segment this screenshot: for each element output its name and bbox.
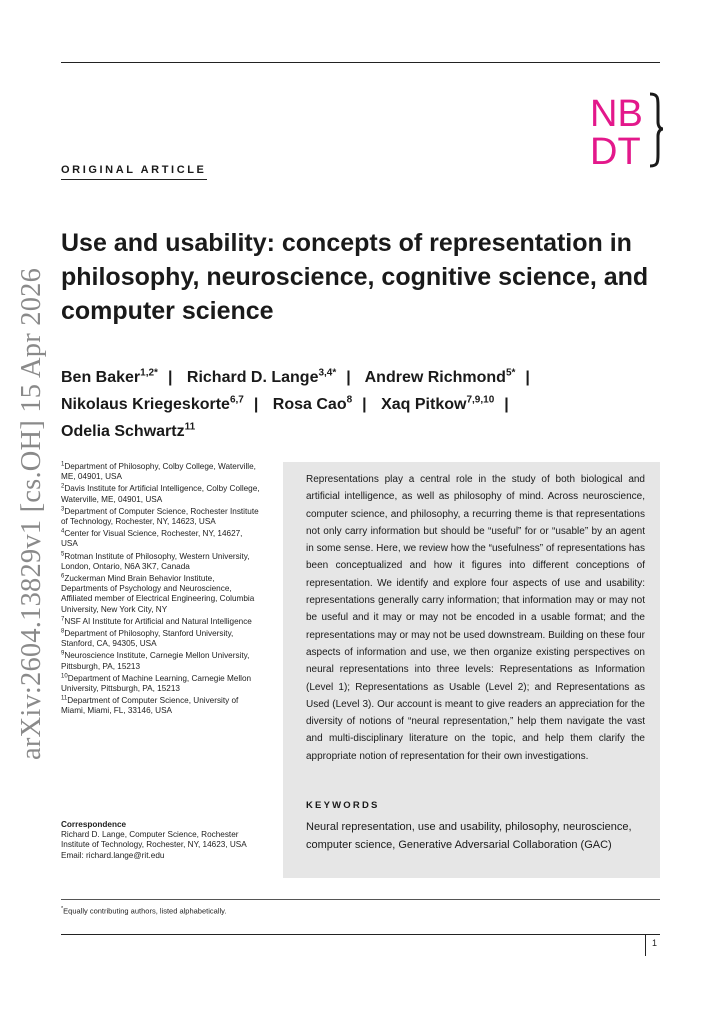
author-list: [61, 364, 661, 445]
nbdt-logo: [588, 92, 664, 168]
affiliation: $^{10}$Department of Machine Learning, Carnegie Mellon University, Pittsburgh, PA, 15213: [61, 673, 252, 694]
correspondence: [61, 820, 261, 861]
affiliation: $^2$Davis Institute for Artificial Intelligence, Colby College, Waterville, ME, 04901, USA: [61, 483, 260, 504]
keywords-text: Neural representation, use and usability, philosophy, neuroscience, computer science, Generative Adversarial Collaboration (GAC): [306, 821, 632, 851]
logo-text-top: NB: [590, 93, 643, 135]
author-line-3: [61, 418, 661, 445]
author-name: Nikolaus Kriegeskorte$^{6,7}$: [61, 394, 244, 413]
correspondence-address: Richard D. Lange, Computer Science, Rochester Institute of Technology, Rochester, NY, 14623, USA: [61, 830, 247, 850]
page-number: 1: [652, 938, 658, 948]
author-name: Xaq Pitkow$^{7,9,10}$: [381, 394, 495, 413]
author-name: Odelia Schwartz$^{11}$: [61, 421, 196, 440]
affiliation: $^9$Neuroscience Institute, Carnegie Mellon University, Pittsburgh, PA, 15213: [61, 650, 250, 671]
page-number-divider: [645, 934, 646, 956]
logo-text-bottom: DT: [590, 131, 641, 168]
affiliation: $^4$Center for Visual Science, Rochester, NY, 14627, USA: [61, 528, 243, 549]
footer-rule: [61, 934, 660, 935]
footnote: *Equally contributing authors, listed alphabetically.: [61, 906, 227, 916]
abstract-text: Representations play a central role in the study of both biological and artificial intelligence, as well as philosophy of mind. Across neuroscience, computer science, and philosophy, a recurring theme is that representations not only carry information but should be “useful” for or “usable” by an agent in some sense. Here, we review how the “usefulness” of representations has been conceptualized and how it figures into different conceptions of representation. We identify and explore four aspects of use and usability: representations generally carry information; that information may or may not be useful and it may or may not be encoded in a usable format; and the representations may or may not be used downstream. Building on these four aspects of information and use, we then organize existing perspectives on neural representations into three levels: Representations as Information (Level 1); Representations as Usable (Level 2); and Representations as Used (Level 3). Our account is meant to give readers an appreciation for the diversity of notions of “neural representation,” help them navigate the vast and multi-disciplinary literature on the topic, and help them clarify the appropriate notion of representation for their own investigations.: [306, 474, 645, 762]
correspondence-email[interactable]: Email: richard.lange@rit.edu: [61, 850, 165, 860]
header-rule: [61, 62, 660, 63]
correspondence-heading: Correspondence: [61, 820, 127, 829]
affiliation: $^6$Zuckerman Mind Brain Behavior Institute, Departments of Psychology and Neuroscience, Affiliated member of Electrical Engineering, Columbia University, New York City, NY: [61, 573, 255, 614]
logo-brace: [650, 94, 663, 166]
affiliation: $^3$Department of Computer Science, Rochester Institute of Technology, Rochester, NY, 14623, USA: [61, 506, 259, 527]
affiliation: $^7$NSF AI Institute for Artificial and Natural Intelligence: [61, 616, 252, 626]
paper-title: Use and usability: concepts of representation in philosophy, neuroscience, cognitive science, and computer science: [61, 229, 649, 325]
affiliation: $^1$Department of Philosophy, Colby College, Waterville, ME, 04901, USA: [61, 461, 256, 482]
author-name: Andrew Richmond$^{5*}$: [364, 367, 516, 386]
author-line-1: Ben Baker$^{1,2*}$ | Richard D. Lange$^{3,4*}$ | Andrew Richmond$^{5*}$ |: [61, 367, 530, 386]
affiliation: $^8$Department of Philosophy, Stanford University, Stanford, CA, 94305, USA: [61, 628, 234, 649]
author-line-2: Nikolaus Kriegeskorte$^{6,7}$ | Rosa Cao$^8$ | Xaq Pitkow$^{7,9,10}$ |: [61, 394, 509, 413]
affiliations: [61, 462, 261, 719]
affiliation: $^5$Rotman Institute of Philosophy, Western University, London, Ontario, N6A 3K7, Canada: [61, 550, 250, 571]
author-name: Richard D. Lange$^{3,4*}$: [186, 367, 337, 386]
article-type-label: ORIGINAL ARTICLE: [61, 164, 207, 180]
keywords-heading: KEYWORDS: [306, 800, 380, 811]
author-name: Ben Baker$^{1,2*}$: [61, 367, 158, 386]
footnote-rule: [61, 899, 660, 900]
affiliation: $^{11}$Department of Computer Science, University of Miami, Miami, FL, 33146, USA: [61, 695, 239, 716]
author-name: Rosa Cao$^8$: [272, 394, 353, 413]
arxiv-stamp: arXiv:2604.13829v1 [cs.OH] 15 Apr 2026: [16, 267, 47, 760]
